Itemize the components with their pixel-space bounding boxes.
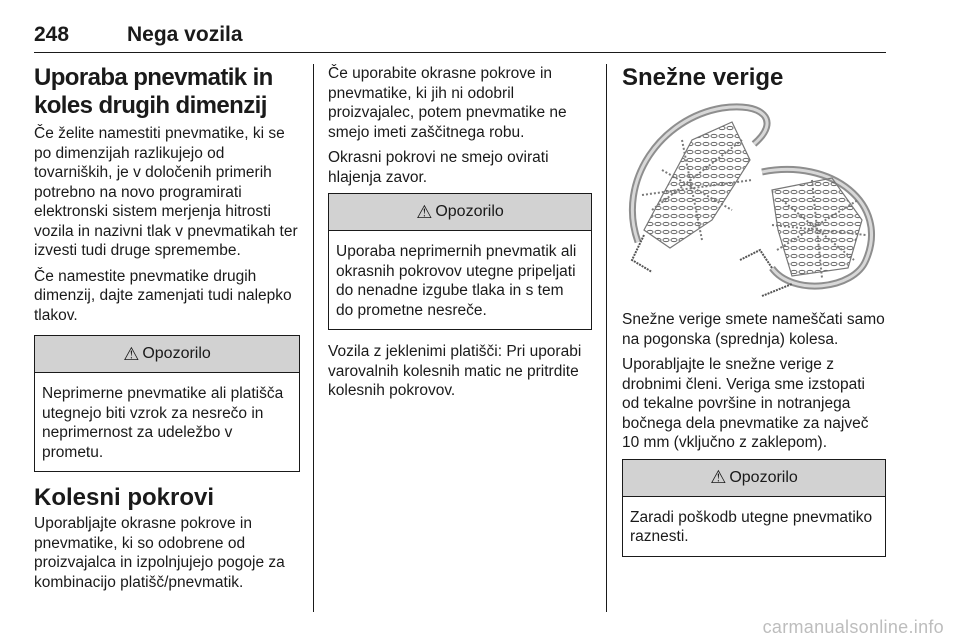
warning-text: Uporaba neprimernih pnevmatik ali okrasnih pokrovov utegne pripeljati do nenadne izgube tlaka in s tem do prometne nesreče.: [336, 243, 577, 319]
warning-header: [35, 336, 299, 373]
paragraph: Uporabljajte le snežne verige z drobnimi členi. Veriga sme izstopati od tekalne površine in notranjega bočnega dela pnevmatike za največ 10 mm (vključno z zaklepom).: [622, 356, 869, 451]
column-right: [622, 64, 886, 557]
warning-text: Zaradi poškodb utegne pnevmatiko raznesti.: [630, 508, 873, 545]
warning-box: [328, 193, 592, 330]
paragraph: Če namestite pnevmatike drugih dimenzij, dajte zamenjati tudi nalepko tlakov.: [34, 267, 292, 324]
column-middle: [328, 64, 592, 407]
section-heading-snow-chains: Snežne verige: [622, 64, 784, 91]
column-divider: [313, 64, 314, 612]
page-header: [34, 18, 886, 53]
paragraph: Uporabljajte okrasne pokrove in pnevmatike, ki so odobrene od proizvajalca in izpolnjujejo pogoje za kombinacijo platišč/pnevmatik.: [34, 515, 285, 591]
warning-header: [623, 460, 885, 497]
paragraph: Če uporabite okrasne pokrove in pnevmatike, ki jih ni odobril proizvajalec, potem pnevmatike ne smejo imeti zaščitnega robu.: [328, 65, 567, 141]
column-left: [34, 64, 300, 598]
watermark: carmanualsonline.info: [762, 617, 944, 637]
warning-title: Opozorilo: [729, 468, 798, 486]
snow-chains-illustration: [622, 100, 886, 300]
paragraph: Če želite namestiti pnevmatike, ki se po dimenzijah razlikujejo od tovarniških, je v določenih primerih potrebno na novo programirati elektronski sistem merjenja hitrosti vozila in nazivni tlak v pnevmatikah ter izvesti tudi druge spremembe.: [34, 125, 298, 259]
running-title: Nega vozila: [127, 23, 243, 46]
warning-text: Neprimerne pnevmatike ali platišča utegnejo biti vzrok za nesrečo in neprimernost za udeležbo v prometu.: [42, 385, 284, 461]
paragraph: Vozila z jeklenimi platišči: Pri uporabi varovalnih kolesnih matic ne pritrdite kolesnih pokrovov.: [328, 343, 582, 399]
section-heading-wheel-covers: Kolesni pokrovi: [34, 484, 215, 511]
warning-triangle-icon: ⚠: [710, 467, 727, 487]
warning-box: [622, 459, 886, 557]
warning-triangle-icon: ⚠: [123, 343, 140, 364]
warning-title: Opozorilo: [435, 203, 504, 220]
paragraph: Okrasni pokrovi ne smejo ovirati hlajenja zavor.: [328, 149, 549, 186]
page-number: 248: [34, 23, 70, 46]
warning-title: Opozorilo: [142, 345, 211, 362]
column-divider: [606, 64, 607, 612]
section-heading-text: Uporaba pnevmatik in koles drugih dimenzij: [34, 64, 273, 119]
warning-header: [329, 194, 591, 231]
warning-box: [34, 335, 300, 472]
paragraph: Snežne verige smete nameščati samo na pogonska (sprednja) kolesa.: [622, 311, 885, 348]
warning-triangle-icon: ⚠: [416, 201, 433, 222]
section-heading-tyres: [34, 64, 300, 120]
